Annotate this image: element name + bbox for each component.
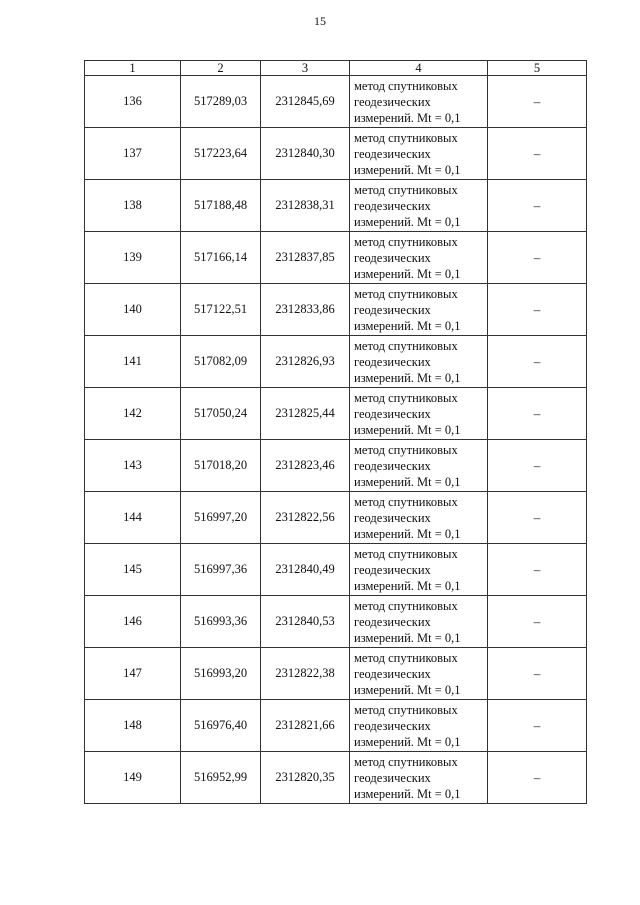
method-cell: метод спутниковых геодезических измерений. Mt = 0,1: [350, 128, 488, 180]
method-cell: метод спутниковых геодезических измерений. Mt = 0,1: [350, 180, 488, 232]
x-coordinate-cell: 516952,99: [181, 752, 261, 804]
x-coordinate-cell: 517223,64: [181, 128, 261, 180]
y-coordinate-cell: 2312823,46: [261, 440, 350, 492]
y-coordinate-cell: 2312840,53: [261, 596, 350, 648]
x-coordinate-cell: 516993,20: [181, 648, 261, 700]
table-row: [85, 440, 587, 492]
table-row: [85, 648, 587, 700]
point-number-cell: 140: [85, 284, 181, 336]
x-coordinate-cell: 516997,36: [181, 544, 261, 596]
table-row: [85, 752, 587, 804]
page-number: 15: [314, 14, 326, 28]
method-cell: метод спутниковых геодезических измерений. Mt = 0,1: [350, 648, 488, 700]
table-row: [85, 700, 587, 752]
x-coordinate-cell: 516997,20: [181, 492, 261, 544]
y-coordinate-cell: 2312826,93: [261, 336, 350, 388]
point-number-cell: 145: [85, 544, 181, 596]
y-coordinate-cell: 2312822,38: [261, 648, 350, 700]
note-cell: –: [488, 180, 587, 232]
note-cell: –: [488, 336, 587, 388]
note-cell: –: [488, 700, 587, 752]
method-cell: метод спутниковых геодезических измерений. Mt = 0,1: [350, 752, 488, 804]
coordinates-table: [84, 60, 587, 804]
point-number-cell: 142: [85, 388, 181, 440]
method-cell: метод спутниковых геодезических измерений. Mt = 0,1: [350, 388, 488, 440]
note-cell: –: [488, 128, 587, 180]
point-number-cell: 148: [85, 700, 181, 752]
point-number-cell: 146: [85, 596, 181, 648]
method-cell: метод спутниковых геодезических измерений. Mt = 0,1: [350, 596, 488, 648]
method-cell: метод спутниковых геодезических измерений. Mt = 0,1: [350, 232, 488, 284]
point-number-cell: 149: [85, 752, 181, 804]
y-coordinate-cell: 2312837,85: [261, 232, 350, 284]
y-coordinate-cell: 2312845,69: [261, 76, 350, 128]
x-coordinate-cell: 516976,40: [181, 700, 261, 752]
point-number-cell: 136: [85, 76, 181, 128]
point-number-cell: 143: [85, 440, 181, 492]
point-number-cell: 141: [85, 336, 181, 388]
y-coordinate-cell: 2312825,44: [261, 388, 350, 440]
point-number-cell: 147: [85, 648, 181, 700]
method-cell: метод спутниковых геодезических измерений. Mt = 0,1: [350, 700, 488, 752]
table-row: [85, 336, 587, 388]
note-cell: –: [488, 648, 587, 700]
table-row: [85, 492, 587, 544]
header-col-2: 2: [181, 61, 261, 76]
method-cell: метод спутниковых геодезических измерений. Mt = 0,1: [350, 544, 488, 596]
note-cell: –: [488, 544, 587, 596]
table-row: [85, 232, 587, 284]
table-row: [85, 388, 587, 440]
y-coordinate-cell: 2312833,86: [261, 284, 350, 336]
note-cell: –: [488, 596, 587, 648]
header-col-3: 3: [261, 61, 350, 76]
method-cell: метод спутниковых геодезических измерений. Mt = 0,1: [350, 336, 488, 388]
x-coordinate-cell: 517050,24: [181, 388, 261, 440]
table-row: [85, 544, 587, 596]
note-cell: –: [488, 284, 587, 336]
table-row: [85, 596, 587, 648]
table-row: [85, 76, 587, 128]
point-number-cell: 138: [85, 180, 181, 232]
header-col-4: 4: [350, 61, 488, 76]
x-coordinate-cell: 517166,14: [181, 232, 261, 284]
x-coordinate-cell: 517289,03: [181, 76, 261, 128]
table-row: [85, 128, 587, 180]
header-col-1: 1: [85, 61, 181, 76]
x-coordinate-cell: 517122,51: [181, 284, 261, 336]
method-cell: метод спутниковых геодезических измерений. Mt = 0,1: [350, 492, 488, 544]
table-body: [85, 76, 587, 804]
point-number-cell: 144: [85, 492, 181, 544]
table-row: [85, 284, 587, 336]
table-row: [85, 180, 587, 232]
point-number-cell: 137: [85, 128, 181, 180]
x-coordinate-cell: 517018,20: [181, 440, 261, 492]
method-cell: метод спутниковых геодезических измерений. Mt = 0,1: [350, 76, 488, 128]
note-cell: –: [488, 440, 587, 492]
method-cell: метод спутниковых геодезических измерений. Mt = 0,1: [350, 440, 488, 492]
header-row: [85, 61, 587, 76]
y-coordinate-cell: 2312820,35: [261, 752, 350, 804]
y-coordinate-cell: 2312821,66: [261, 700, 350, 752]
x-coordinate-cell: 517188,48: [181, 180, 261, 232]
y-coordinate-cell: 2312840,49: [261, 544, 350, 596]
x-coordinate-cell: 517082,09: [181, 336, 261, 388]
point-number-cell: 139: [85, 232, 181, 284]
header-col-5: 5: [488, 61, 587, 76]
note-cell: –: [488, 76, 587, 128]
y-coordinate-cell: 2312822,56: [261, 492, 350, 544]
note-cell: –: [488, 388, 587, 440]
note-cell: –: [488, 752, 587, 804]
method-cell: метод спутниковых геодезических измерений. Mt = 0,1: [350, 284, 488, 336]
y-coordinate-cell: 2312838,31: [261, 180, 350, 232]
y-coordinate-cell: 2312840,30: [261, 128, 350, 180]
note-cell: –: [488, 492, 587, 544]
note-cell: –: [488, 232, 587, 284]
x-coordinate-cell: 516993,36: [181, 596, 261, 648]
